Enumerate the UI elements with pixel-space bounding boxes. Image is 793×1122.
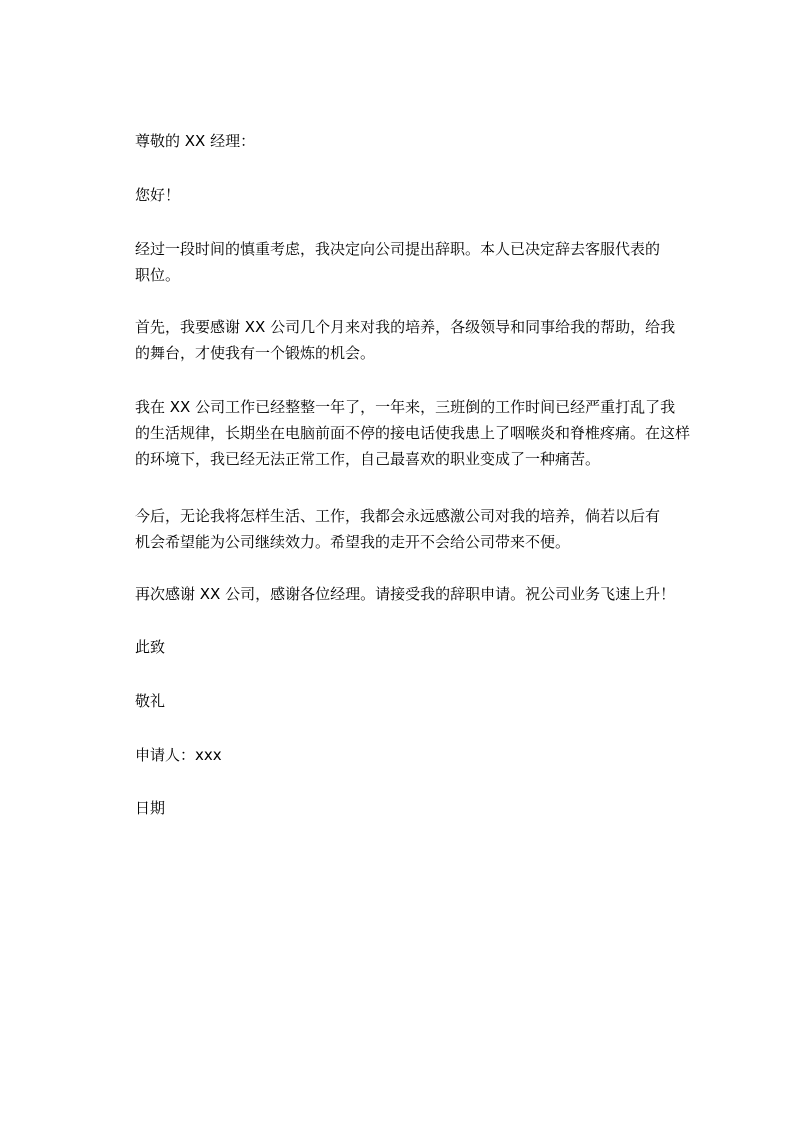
paragraph-line: 职位。 [135,266,181,284]
date-line: 日期 [135,799,166,817]
paragraph-thanks-company [135,314,695,366]
closing-jing-li: 敬礼 [135,692,166,710]
paragraph-line: 的生活规律，长期坐在电脑前面不停的接电话使我患上了咽喉炎和脊椎疼痛。在这样 [135,424,691,442]
paragraph-line: 经过一段时间的慎重考虑，我决定向公司提出辞职。本人已决定辞去客服代表的 [135,240,661,258]
paragraph-line: 今后，无论我将怎样生活、工作，我都会永远感激公司对我的培养，倘若以后有 [135,507,661,525]
paragraph-line: 的舞台，才使我有一个锻炼的机会。 [135,344,376,362]
greeting: 您好！ [135,186,181,204]
paragraph-line: 机会希望能为公司继续效力。希望我的走开不会给公司带来不便。 [135,533,571,551]
closing-ci-zhi: 此致 [135,638,166,656]
paragraph-intent [135,236,695,288]
paragraph-future [135,503,695,555]
paragraph-reason [135,394,695,472]
paragraph-line: 首先，我要感谢 XX 公司几个月来对我的培养，各级领导和同事给我的帮助，给我 [135,318,676,336]
closing-thanks: 再次感谢 XX 公司，感谢各位经理。请接受我的辞职申请。祝公司业务飞速上升！ [135,585,676,603]
salutation: 尊敬的 XX 经理： [135,132,256,150]
paragraph-line: 的环境下，我已经无法正常工作，自己最喜欢的职业变成了一种痛苦。 [135,450,601,468]
paragraph-line: 我在 XX 公司工作已经整整一年了，一年来，三班倒的工作时间已经严重打乱了我 [135,398,676,416]
applicant-signature: 申请人：xxx [135,746,222,764]
